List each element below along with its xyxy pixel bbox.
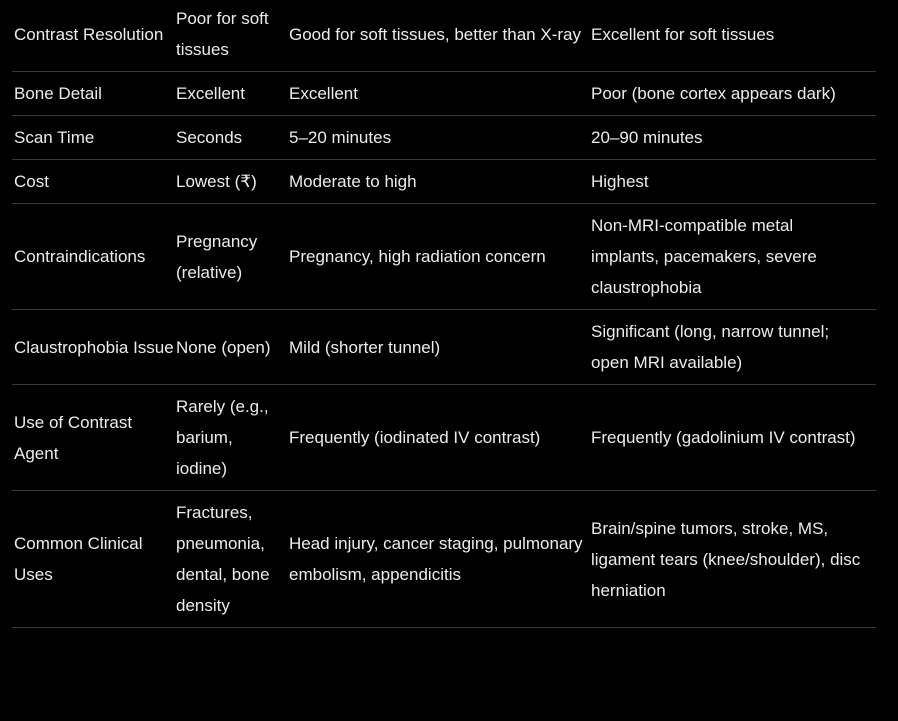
mri-cell — [589, 0, 876, 72]
mri-cell — [589, 204, 876, 310]
xray-cell: Excellent — [174, 72, 287, 116]
xray-cell: Rarely (e.g., barium, iodine) — [174, 385, 287, 491]
mri-cell-line: Frequently (gadolinium IV contrast) — [591, 428, 856, 447]
mri-cell-line: Excellent for soft tissues — [591, 24, 775, 44]
mri-cell-line: Significant (long, narrow tunnel; — [591, 322, 830, 341]
table-row — [12, 491, 876, 628]
ct-cell: Excellent — [287, 72, 589, 116]
xray-cell: None (open) — [174, 310, 287, 385]
feature-cell: Use of Contrast Agent — [12, 385, 174, 491]
mri-cell-line: Non-MRI-compatible metal — [591, 216, 794, 235]
ct-cell: Head injury, cancer staging, pulmonary embolism, appendicitis — [287, 491, 589, 628]
feature-cell: Cost — [12, 160, 174, 204]
mri-cell-line: open MRI available) — [591, 353, 743, 372]
mri-cell-line: Brain/spine tumors, stroke, MS, — [591, 518, 829, 538]
table-row — [12, 310, 876, 385]
ct-cell: Good for soft tissues, better than X-ray — [287, 0, 589, 72]
feature-cell: Contraindications — [12, 204, 174, 310]
table-row — [12, 72, 876, 116]
mri-cell — [589, 116, 876, 160]
mri-cell — [589, 385, 876, 491]
mri-cell-line: ligament tears (knee/shoulder), disc — [591, 549, 861, 569]
feature-cell: Bone Detail — [12, 72, 174, 116]
table-row — [12, 116, 876, 160]
xray-cell: Pregnancy (relative) — [174, 204, 287, 310]
ct-cell: 5–20 minutes — [287, 116, 589, 160]
feature-cell: Common Clinical Uses — [12, 491, 174, 628]
table-row — [12, 204, 876, 310]
xray-cell: Poor for soft tissues — [174, 0, 287, 72]
mri-cell — [589, 72, 876, 116]
mri-cell-line: herniation — [591, 580, 666, 600]
feature-cell: Contrast Resolution — [12, 0, 174, 72]
table-row — [12, 0, 876, 72]
mri-cell-line: implants, pacemakers, severe — [591, 247, 817, 266]
xray-cell: Lowest (₹) — [174, 160, 287, 204]
mri-cell-line: Highest — [591, 172, 649, 191]
imaging-comparison-table — [12, 0, 876, 628]
mri-cell — [589, 310, 876, 385]
ct-cell: Mild (shorter tunnel) — [287, 310, 589, 385]
mri-cell-line: 20–90 minutes — [591, 128, 703, 147]
table-row — [12, 385, 876, 491]
ct-cell: Moderate to high — [287, 160, 589, 204]
xray-cell: Seconds — [174, 116, 287, 160]
feature-cell: Claustrophobia Issue — [12, 310, 174, 385]
mri-cell-line: claustrophobia — [591, 278, 702, 297]
ct-cell: Pregnancy, high radiation concern — [287, 204, 589, 310]
xray-cell: Fractures, pneumonia, dental, bone density — [174, 491, 287, 628]
mri-cell-line: Poor (bone cortex appears dark) — [591, 84, 836, 103]
ct-cell: Frequently (iodinated IV contrast) — [287, 385, 589, 491]
feature-cell: Scan Time — [12, 116, 174, 160]
mri-cell — [589, 160, 876, 204]
table-row — [12, 160, 876, 204]
mri-cell — [589, 491, 876, 628]
